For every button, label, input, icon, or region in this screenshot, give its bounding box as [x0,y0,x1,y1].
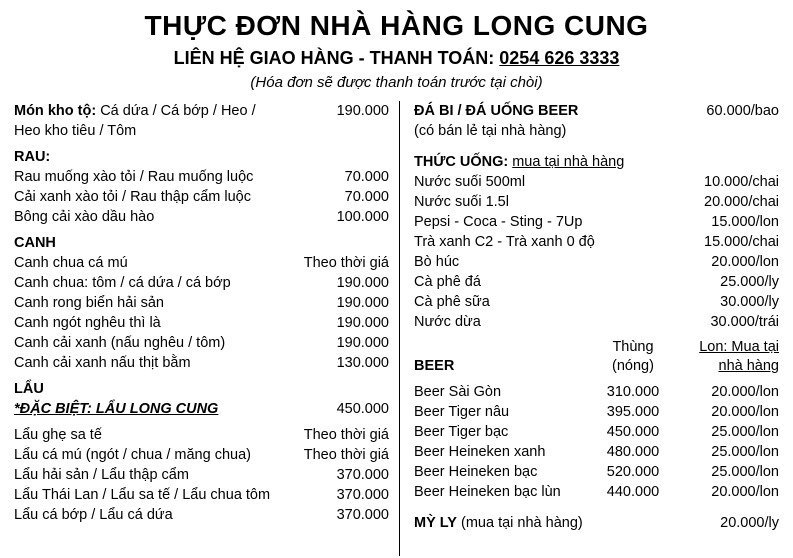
dish-row: Canh cải xanh (nấu nghêu / tôm) 190.000 [14,335,389,352]
dish-row: Canh rong biển hải sản 190.000 [14,295,389,312]
dish-row-kho-to [14,101,389,121]
menu-columns [14,101,779,556]
beer-row: Beer Tiger nâu 395.000 20.000/lon [414,404,779,421]
beer-section-label: BEER [414,358,455,375]
my-ly-sublabel: (mua tại nhà hàng) [461,515,583,532]
drink-row: Nước dừa 30.000/trái [414,314,779,331]
drink-row: Nước suối 1.5l 20.000/chai [414,194,779,211]
dish-row: Lẩu cá bớp / Lẩu cá dứa 370.000 [14,507,389,524]
dish-row: Rau muống xào tỏi / Rau muống luộc 70.000 [14,169,389,186]
dish-row: Bông cải xào dầu hào 100.000 [14,209,389,226]
dish-row: Lẩu ghẹ sa tế Theo thời giá [14,427,389,444]
beer-table-header-bottom [414,357,779,376]
thuc-uong-label: THỨC UỐNG: [414,154,509,171]
dish-row: Canh ngót nghêu thì là 190.000 [14,315,389,332]
beer-row: Beer Heineken xanh 480.000 25.000/lon [414,444,779,461]
da-bi-note: (có bán lẻ tại nhà hàng) [414,123,567,140]
my-ly-label: MỲ LY [414,515,457,532]
beer-row: Beer Sài Gòn 310.000 20.000/lon [414,384,779,401]
dish-row: Lẩu Thái Lan / Lẩu sa tế / Lẩu chua tôm 370.000 [14,487,389,504]
thuc-uong-sublabel: mua tại nhà hàng [512,154,625,171]
beer-row: Beer Tiger bạc 450.000 25.000/lon [414,424,779,441]
section-heading-da-bi: ĐÁ BI / ĐÁ UỐNG BEER 60.000/bao [414,103,779,120]
section-heading-lau: LẨU [14,381,44,398]
dish-row-special: *ĐẶC BIỆT: LẨU LONG CUNG 450.000 [14,401,389,418]
dish-row: Canh chua cá mú Theo thời giá [14,255,389,272]
beer-col-thung-line1: Thùng [612,339,654,356]
payment-note: (Hóa đơn sẽ được thanh toán trước tại chòi) [250,74,543,92]
left-column [14,101,399,556]
drink-row: Nước suối 500ml 10.000/chai [414,174,779,191]
kho-to-line2: Heo kho tiêu / Tôm [14,123,137,140]
beer-row: Beer Heineken bạc 520.000 25.000/lon [414,464,779,481]
drink-row: Pepsi - Coca - Sting - 7Up 15.000/lon [414,214,779,231]
dish-row: Cải xanh xào tỏi / Rau thập cẩm luộc 70.000 [14,189,389,206]
beer-table-header-top [414,338,779,357]
contact-label: LIÊN HỆ GIAO HÀNG - THANH TOÁN: [173,48,495,69]
beer-row: Beer Heineken bạc lùn 440.000 20.000/lon [414,484,779,501]
page-title: THỰC ĐƠN NHÀ HÀNG LONG CUNG [144,10,649,41]
section-heading-thuc-uong [414,152,779,172]
dish-row: Lẩu hải sản / Lẩu thập cẩm 370.000 [14,467,389,484]
kho-to-line1: Cá dứa / Cá bớp / Heo / [100,103,256,120]
right-column [399,101,779,556]
dish-row: Lẩu cá mú (ngót / chua / măng chua) Theo thời giá [14,447,389,464]
drink-row: Cà phê đá 25.000/ly [414,274,779,291]
contact-line [14,48,779,69]
beer-col-thung-line2: (nóng) [612,358,654,375]
dish-row-kho-to-cont [14,121,389,141]
dish-row: Canh chua: tôm / cá dứa / cá bớp 190.000 [14,275,389,292]
kho-to-label: Món kho tộ: [14,103,97,120]
kho-to-price: 190.000 [336,103,389,120]
section-heading-my-ly [414,513,779,533]
section-heading-rau: RAU: [14,149,51,166]
beer-col-lon-line2: nhà hàng [718,358,779,375]
phone-number[interactable]: 0254 626 3333 [499,48,620,69]
my-ly-price: 20.000/ly [720,515,779,532]
section-heading-canh: CANH [14,235,56,252]
dish-row: Canh cải xanh nấu thịt bằm 130.000 [14,355,389,372]
drink-row: Trà xanh C2 - Trà xanh 0 độ 15.000/chai [414,234,779,251]
drink-row: Bò húc 20.000/lon [414,254,779,271]
beer-col-lon-line1: Lon: Mua tại [699,339,779,356]
drink-row: Cà phê sữa 30.000/ly [414,294,779,311]
